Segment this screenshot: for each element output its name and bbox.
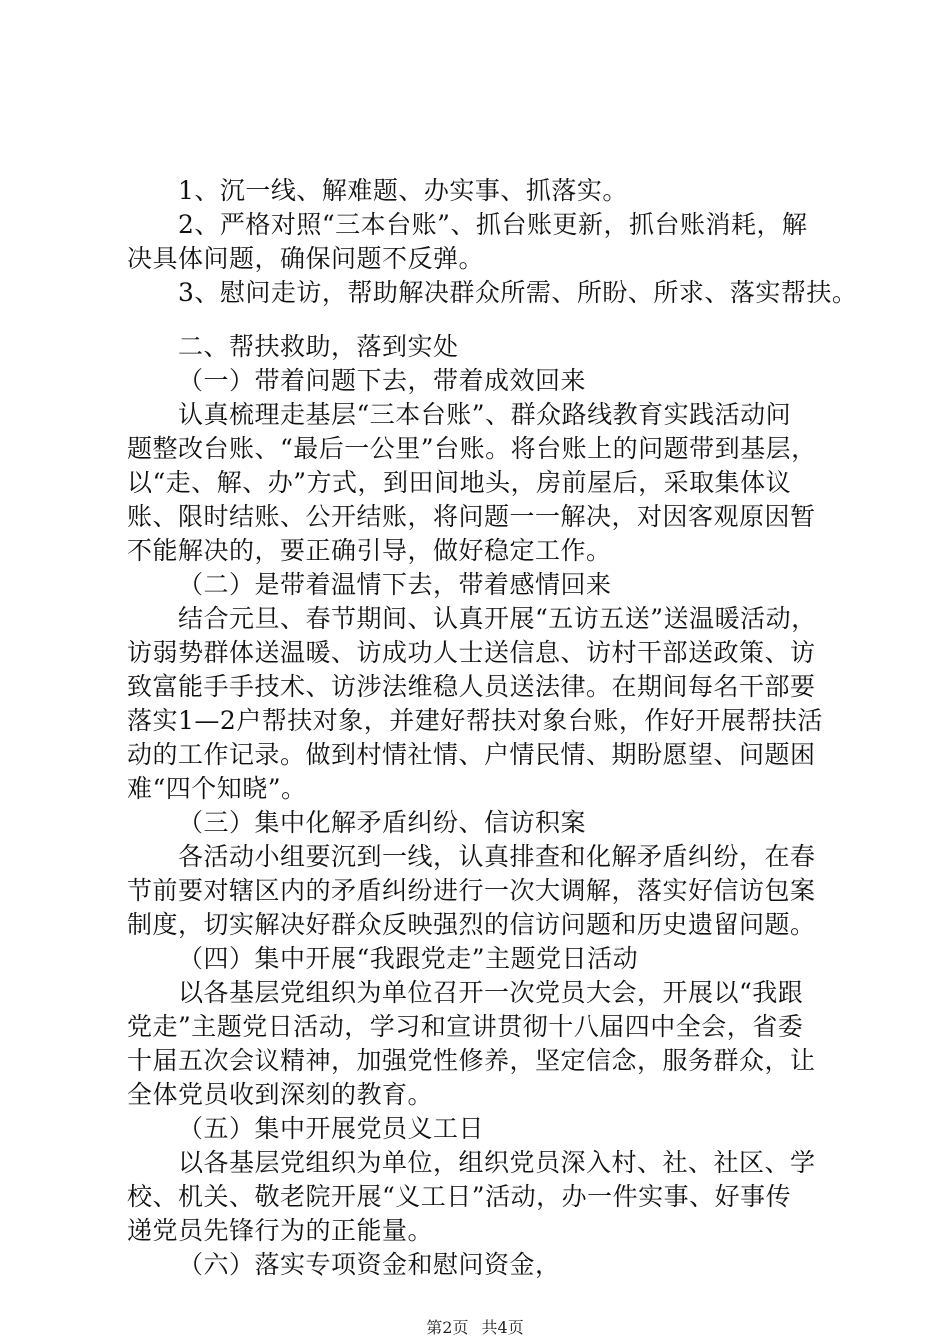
subsection-heading: （六）落实专项资金和慰问资金，	[178, 1250, 561, 1279]
text-line: 党走”主题党日活动，学习和宣讲贯彻十八届四中全会，省委	[127, 1012, 804, 1041]
text-line: 认真梳理走基层“三本台账”、群众路线教育实践活动问	[178, 400, 792, 429]
subsection-heading: （二）是带着温情下去，带着感情回来	[178, 570, 612, 599]
text-line: 3、慰问走访，帮助解决群众所需、所盼、所求、落实帮扶。	[178, 278, 858, 307]
text-line: 题整改台账、“最后一公里”台账。将台账上的问题带到基层，	[127, 434, 817, 463]
text-line: 全体党员收到深刻的教育。	[127, 1080, 434, 1109]
text-line: 结合元旦、春节期间、认真开展“五访五送”送温暖活动，	[178, 604, 817, 633]
subsection-heading: （一）带着问题下去，带着成效回来	[178, 366, 587, 395]
page-total: 共4页	[481, 1318, 524, 1337]
text-line: 节前要对辖区内的矛盾纠纷进行一次大调解，落实好信访包案	[127, 876, 816, 905]
text-line: 难“四个知晓”。	[127, 774, 307, 803]
text-line: 十届五次会议精神，加强党性修养，坚定信念，服务群众，让	[127, 1046, 816, 1075]
text-line: 账、限时结账、公开结账，将问题一一解决，对因客观原因暂	[127, 502, 816, 531]
page-footer	[0, 1318, 950, 1338]
text-line: 决具体问题，确保问题不反弹。	[127, 244, 485, 273]
text-line: 不能解决的，要正确引导，做好稳定工作。	[127, 536, 612, 565]
text-line: 致富能手手技术、访涉法维稳人员送法律。在期间每名干部要	[127, 672, 816, 701]
text-line: 访弱势群体送温暖、访成功人士送信息、访村干部送政策、访	[127, 638, 816, 667]
text-line: 以各基层党组织为单位召开一次党员大会，开展以“我跟	[178, 978, 804, 1007]
section-heading: 二、帮扶救助，落到实处	[178, 332, 459, 361]
text-line: 1、沉一线、解难题、办实事、抓落实。	[178, 176, 628, 205]
text-line: 递党员先锋行为的正能量。	[127, 1216, 434, 1245]
text-line: 以各基层党组织为单位，组织党员深入村、社、社区、学	[178, 1148, 816, 1177]
text-line: 各活动小组要沉到一线，认真排查和化解矛盾纠纷，在春	[178, 842, 816, 871]
subsection-heading: （五）集中开展党员义工日	[178, 1114, 485, 1143]
text-line: 制度，切实解决好群众反映强烈的信访问题和历史遗留问题。	[127, 910, 816, 939]
subsection-heading: （四）集中开展“我跟党走”主题党日活动	[178, 944, 639, 973]
text-line: 以“走、解、办”方式，到田间地头，房前屋后，采取集体议	[127, 468, 792, 497]
subsection-heading: （三）集中化解矛盾纠纷、信访积案	[178, 808, 587, 837]
text-line: 动的工作记录。做到村情社情、户情民情、期盼愿望、问题困	[127, 740, 816, 769]
text-line: 2、严格对照“三本台账”、抓台账更新，抓台账消耗，解	[178, 210, 808, 239]
text-line: 校、机关、敬老院开展“义工日”活动，办一件实事、好事传	[127, 1182, 792, 1211]
text-line: 落实1—2户帮扶对象，并建好帮扶对象台账，作好开展帮扶活	[127, 706, 823, 735]
page-number: 第2页	[426, 1318, 469, 1337]
